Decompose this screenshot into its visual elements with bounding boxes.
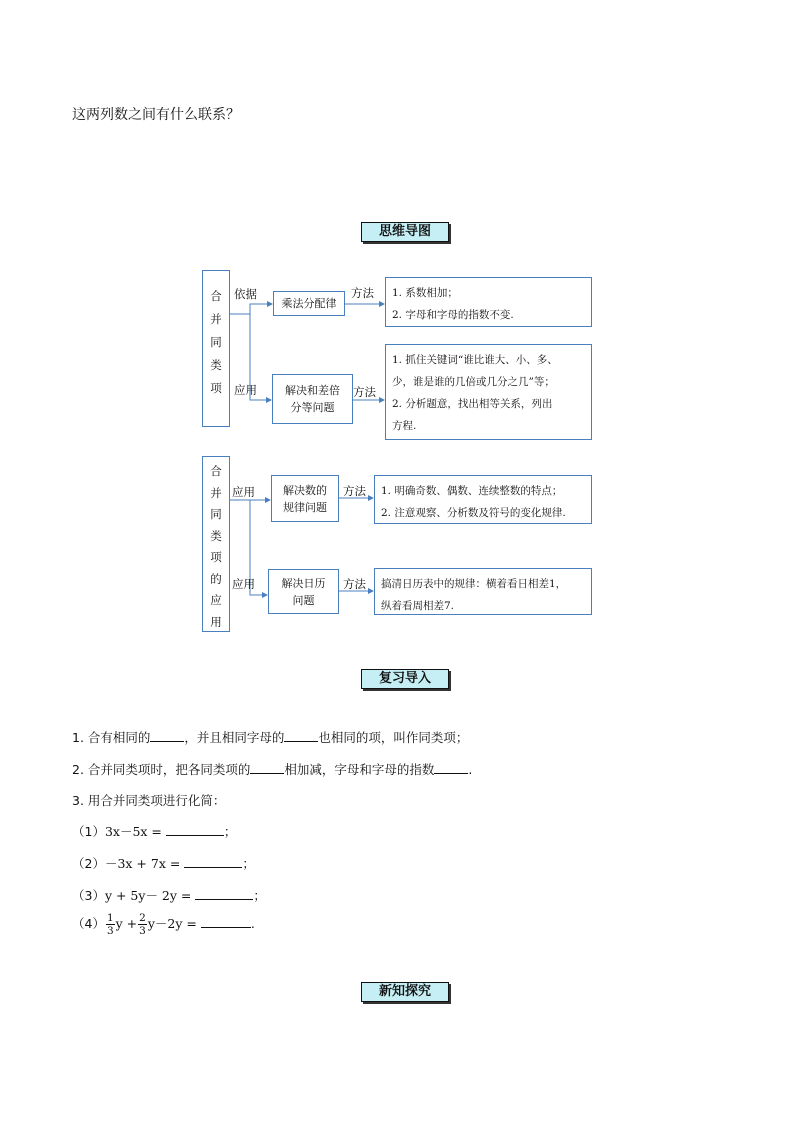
- detail-line: 搞清日历表中的规律：横着看日相差1，: [381, 578, 567, 590]
- node-label: 问题: [292, 593, 315, 607]
- detail-line: 1. 明确奇数、偶数、连续整数的特点；: [381, 485, 563, 497]
- answer-blank[interactable]: [434, 761, 468, 774]
- fraction-denominator: 3: [139, 925, 146, 937]
- answer-blank[interactable]: [284, 729, 318, 742]
- item-label: （2）: [72, 856, 105, 871]
- math-expression: y + 5y－ 2y =: [104, 888, 192, 903]
- map1-edge-label-1: 依据: [234, 287, 257, 301]
- section-title-explore: 新知探究: [361, 982, 449, 1002]
- review-question-2: [72, 760, 472, 778]
- map1-root-char: 同: [210, 335, 222, 349]
- detail-line: 1. 抓住关键词“谁比谁大、小、多、: [392, 354, 558, 366]
- section-title-mind-map: 思维导图: [361, 222, 449, 242]
- map2-root-char: 并: [210, 485, 222, 500]
- node-label: 规律问题: [283, 500, 327, 514]
- map2-edge-label-2: 应用: [232, 577, 255, 591]
- question-text: .: [468, 762, 473, 777]
- math-expression: －3x + 7x =: [104, 856, 181, 871]
- map2-edge-label-1: 应用: [232, 485, 255, 499]
- answer-blank[interactable]: [195, 887, 253, 900]
- review-question-1: [72, 728, 468, 746]
- fraction-numerator: 2: [139, 912, 146, 924]
- node-label: 解决日历: [281, 576, 326, 590]
- math-expression: 3x－5x =: [104, 824, 162, 839]
- map1-node-distributive-law: [273, 291, 345, 316]
- detail-line: 纵着看周相差7.: [381, 600, 455, 612]
- map2-root-char: 合: [210, 464, 222, 478]
- punctuation: ；: [253, 888, 266, 903]
- simplify-item-4: [72, 912, 255, 937]
- detail-line: 2. 分析题意，找出相等关系，列出: [392, 398, 553, 410]
- map1-detail-box-1: [385, 277, 592, 327]
- map1-root-char: 并: [210, 312, 222, 326]
- punctuation: ；: [223, 824, 237, 839]
- review-question-3: 3. 用合并同类项进行化简：: [72, 793, 226, 808]
- question-text: 2. 合并同类项时，把各同类项的: [72, 762, 251, 777]
- simplify-item-1: [72, 822, 236, 840]
- section-title-review: 复习导入: [361, 669, 449, 689]
- map2-root-char: 应: [210, 593, 222, 607]
- node-label: 解决数的: [283, 483, 327, 497]
- fraction: [138, 912, 147, 937]
- map1-method-label-2: 方法: [353, 385, 376, 399]
- intro-text: 这两列数之间有什么联系？: [72, 107, 240, 123]
- punctuation: .: [250, 916, 255, 931]
- map2-method-label-1: 方法: [343, 484, 366, 498]
- question-text: ，并且相同字母的: [184, 730, 285, 745]
- answer-blank[interactable]: [184, 855, 242, 868]
- node-label: 乘法分配律: [281, 297, 337, 310]
- fraction: [106, 912, 115, 937]
- detail-line: 2. 字母和字母的指数不变.: [392, 309, 514, 321]
- map2-node-calendar: [268, 569, 339, 614]
- item-label: （3）: [72, 888, 105, 903]
- question-text: 1. 合有相同的: [72, 730, 151, 745]
- simplify-item-3: [72, 886, 266, 904]
- map2-root-char: 项: [210, 550, 222, 564]
- map2-root-char: 的: [210, 571, 222, 586]
- fraction-numerator: 1: [106, 912, 114, 924]
- item-label: （4）: [72, 916, 105, 931]
- map1-node-word-problems: [272, 374, 353, 424]
- map1-root-char: 类: [210, 358, 222, 372]
- map1-root-char: 项: [210, 381, 222, 395]
- node-label: 解决和差倍: [285, 384, 340, 397]
- question-text: 相加减，字母和字母的指数: [284, 762, 435, 777]
- simplify-item-2: [72, 854, 255, 872]
- math-expression: y +: [115, 916, 138, 931]
- map2-detail-box-2: [374, 568, 592, 615]
- item-label: （1）: [72, 824, 105, 839]
- answer-blank[interactable]: [201, 915, 251, 928]
- map2-root-char: 类: [210, 528, 222, 543]
- detail-line: 2. 注意观察、分析数及符号的变化规律.: [381, 507, 566, 519]
- detail-line: 1. 系数相加；: [392, 287, 458, 299]
- map1-edge-label-2: 应用: [234, 383, 257, 397]
- map2-detail-box-1: [374, 475, 592, 524]
- map2-root-char: 用: [210, 614, 222, 629]
- map2-method-label-2: 方法: [343, 577, 366, 591]
- map1-root-char: 合: [210, 289, 222, 303]
- map2-node-number-pattern: [271, 475, 339, 522]
- answer-blank[interactable]: [166, 823, 224, 836]
- answer-blank[interactable]: [150, 729, 184, 742]
- punctuation: ；: [242, 856, 255, 871]
- edge-map1-branch1: [230, 304, 272, 314]
- map2-root-char: 同: [210, 507, 222, 521]
- map1-method-label-1: 方法: [351, 286, 374, 300]
- fraction-denominator: 3: [106, 925, 114, 937]
- question-text: 也相同的项，叫作同类项；: [318, 730, 469, 745]
- detail-line: 方程.: [392, 420, 417, 432]
- node-label: 分等问题: [290, 401, 335, 414]
- map1-detail-box-2: [385, 344, 592, 440]
- answer-blank[interactable]: [250, 761, 284, 774]
- map2-root-node: [202, 456, 230, 632]
- math-expression: y－2y =: [147, 916, 197, 931]
- detail-line: 少，谁是谁的几倍或几分之几”等；: [392, 376, 555, 388]
- map1-root-node: [202, 270, 230, 427]
